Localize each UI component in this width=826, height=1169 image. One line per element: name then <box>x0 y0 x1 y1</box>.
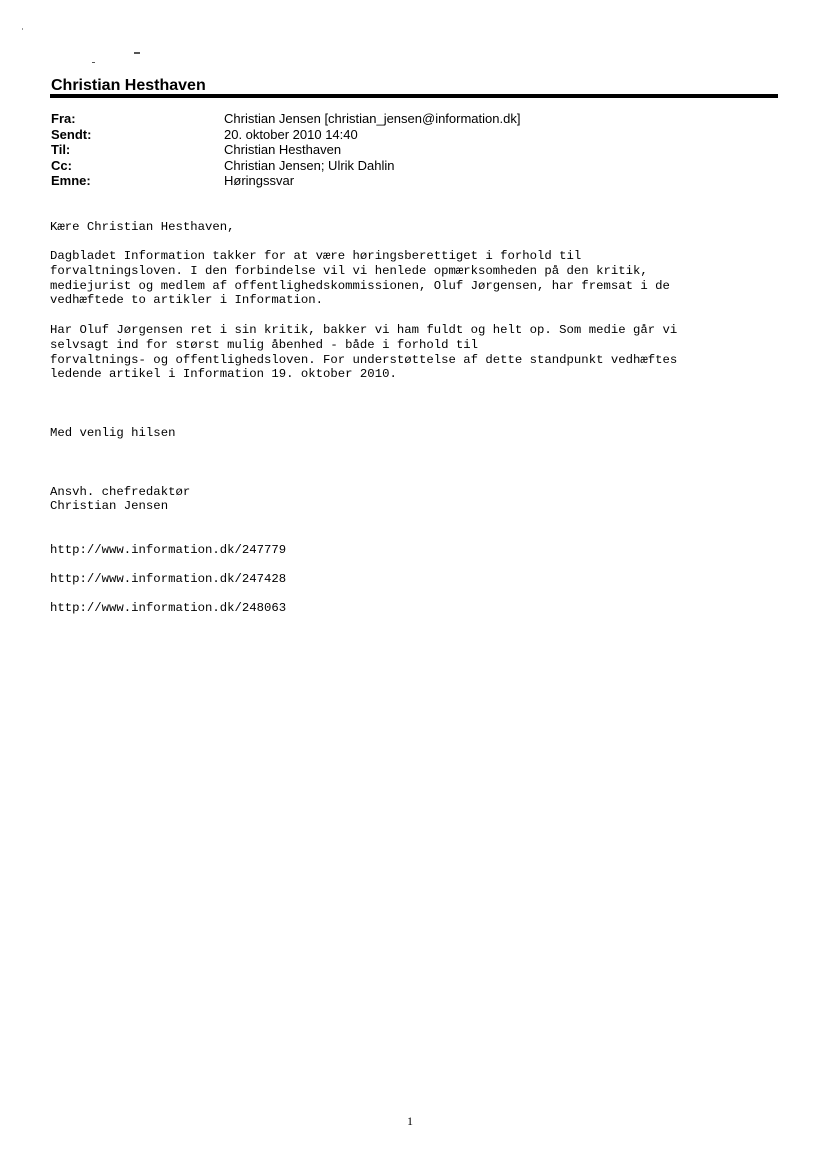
page-number: 1 <box>407 1114 413 1128</box>
mailbox-owner-title: Christian Hesthaven <box>51 77 206 94</box>
scan-speck <box>22 28 23 30</box>
header-label: Til: <box>51 142 71 158</box>
scan-speck <box>92 62 95 63</box>
header-label: Fra: <box>51 111 76 126</box>
article-link[interactable]: http://www.information.dk/247779 <box>50 543 287 557</box>
article-link[interactable]: http://www.information.dk/248063 <box>50 601 287 615</box>
header-label: Sendt: <box>51 126 92 142</box>
greeting: Kære Christian Hesthaven, <box>50 220 235 234</box>
signature-name: Christian Jensen <box>50 499 169 513</box>
body-paragraph: Har Oluf Jørgensen ret i sin kritik, bakker vi ham fuldt og helt op. Som medie går vi selvsagt ind for størst mulig åbenhed - både i forhold til forvaltnings- og offentlighedsloven. For understøttelse af dette standpunkt vedhæftes ledende artikel i Information 19. oktober 2010. <box>50 323 678 382</box>
header-value: Christian Jensen; Ulrik Dahlin <box>224 157 395 173</box>
article-link[interactable]: http://www.information.dk/247428 <box>50 572 287 586</box>
header-value: Høringssvar <box>224 173 295 189</box>
header-value: 20. oktober 2010 14:40 <box>224 126 358 142</box>
header-value: Christian Jensen [christian_jensen@information.dk] <box>224 111 521 126</box>
header-label: Emne: <box>51 173 91 189</box>
signature-title: Ansvh. chefredaktør <box>50 485 191 499</box>
body-paragraph: Dagbladet Information takker for at være høringsberettiget i forhold til forvaltningsloven. I den forbindelse vil vi henlede opmærksomheden på den kritik, mediejurist og medlem af offentlighedskommissionen, Oluf Jørgensen, har fremsat i de vedhæftede to artikler i Information. <box>50 249 670 308</box>
header-label: Cc: <box>51 157 72 173</box>
header-value: Christian Hesthaven <box>224 142 342 158</box>
title-rule <box>50 94 778 98</box>
scan-speck <box>134 52 140 54</box>
closing: Med venlig hilsen <box>50 426 176 440</box>
